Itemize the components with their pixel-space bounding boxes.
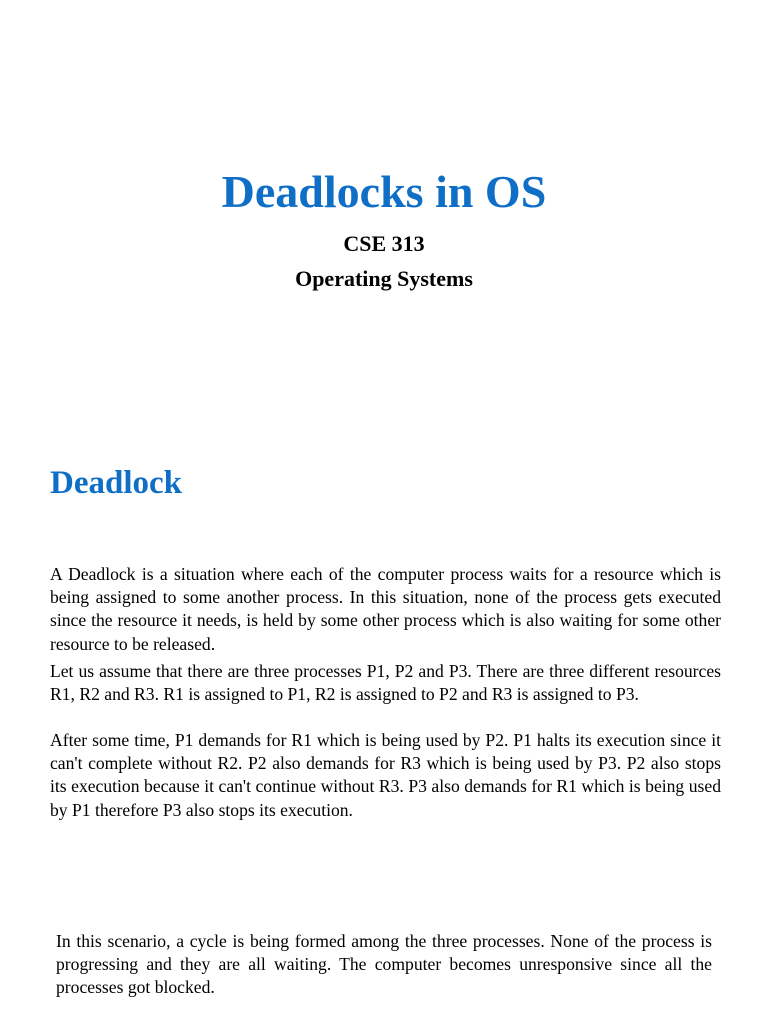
section-heading: Deadlock <box>50 465 182 501</box>
paragraph-definition: A Deadlock is a situation where each of the computer process waits for a resource which is being assigned to some another process. In this situation, none of the process gets executed since the resource it needs, is held by some other process which is also waiting for some other resource to be released. <box>50 564 721 654</box>
course-code: CSE 313 <box>343 231 425 256</box>
course-name: Operating Systems <box>295 266 473 291</box>
paragraph-scenario: After some time, P1 demands for R1 which is being used by P2. P1 halts its execution since it can't complete without R2. P2 also demands for R3 which is being used by P3. P2 also stops its execution because it can't continue without R3. P3 also demands for R1 which is being used by P1 therefore P3 also stops its execution. <box>50 730 721 820</box>
paragraph-assumption: Let us assume that there are three processes P1, P2 and P3. There are three different resources R1, R2 and R3. R1 is assigned to P1, R2 is assigned to P2 and R3 is assigned to P3. <box>50 661 721 705</box>
paragraph-conclusion: In this scenario, a cycle is being formed among the three processes. None of the process is progressing and they are all waiting. The computer becomes unresponsive since all the processes got blocked. <box>56 931 712 998</box>
document-title: Deadlocks in OS <box>221 166 547 217</box>
